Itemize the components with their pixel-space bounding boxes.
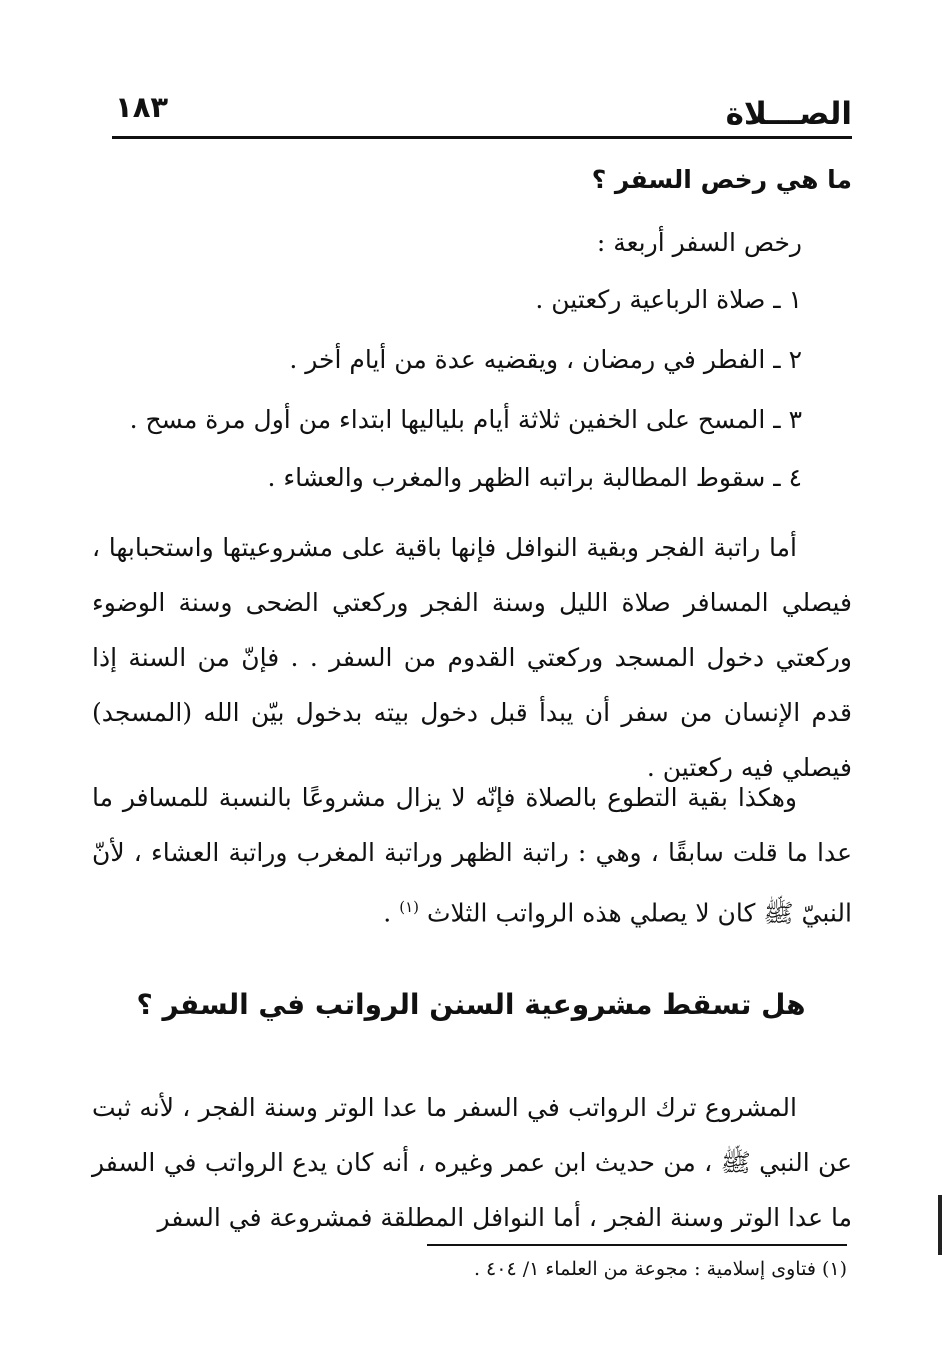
list-item: ١ ـ صلاة الرباعية ركعتين . — [535, 285, 802, 314]
page-number: ١٨٣ — [115, 90, 169, 124]
page-header — [115, 88, 852, 132]
paragraph-text: وهكذا بقية التطوع بالصلاة فإنّه لا يزال مشروعًا بالنسبة للمسافر ما عدا ما قلت سابقًا ، وهي : راتبة الظهر وراتبة المغرب وراتبة العشاء ، لأنّ النبيّ ﷺ كان لا يصلي هذه الرواتب الثلاث — [92, 783, 852, 928]
scan-edge-mark — [938, 1195, 942, 1255]
paragraph-text: أما راتبة الفجر وبقية النوافل فإنها باقية على مشروعيتها واستحبابها ، فيصلي المسافر صلاة الليل وسنة الفجر وركعتي الضحى وسنة الوضوء وركعتي دخول المسجد وركعتي القدوم من السفر . . فإنّ من السنة إذا قدم الإنسان من سفر أن يبدأ قبل دخول بيته بدخول بيّن الله (المسجد) فيصلي فيه ركعتين . — [92, 533, 852, 782]
list-item: ٤ ـ سقوط المطالبة براتبه الظهر والمغرب والعشاء . — [267, 463, 802, 492]
header-rule — [112, 136, 852, 139]
section-question: ما هي رخص السفر ؟ — [591, 165, 852, 194]
list-intro: رخص السفر أربعة : — [596, 228, 802, 257]
paragraph-end: . — [383, 898, 392, 928]
page-title: الصـــلاة — [725, 96, 852, 132]
paragraph — [92, 1080, 852, 1245]
paragraph-text: المشروع ترك الرواتب في السفر ما عدا الوتر وسنة الفجر ، لأنه ثبت عن النبي ﷺ ، من حديث ابن عمر وغيره ، أنه كان يدع الرواتب في السفر ما عدا الوتر وسنة الفجر ، أما النوافل المطلقة فمشروعة في السفر — [92, 1093, 852, 1232]
paragraph — [92, 520, 852, 795]
list-item: ٣ ـ المسح على الخفين ثلاثة أيام بلياليها ابتداء من أول مرة مسح . — [129, 405, 802, 434]
footnote-reference[interactable]: (١) — [399, 898, 419, 916]
list-item: ٢ ـ الفطر في رمضان ، ويقضيه عدة من أيام أخر . — [289, 345, 802, 374]
footnote: (١) فتاوى إسلامية : مجوعة من العلماء ١/ ٤٠٤ . — [473, 1258, 847, 1280]
footnote-rule — [427, 1244, 847, 1246]
section-heading: هل تسقط مشروعية السنن الرواتب في السفر ؟ — [136, 988, 806, 1021]
paragraph — [92, 770, 852, 940]
